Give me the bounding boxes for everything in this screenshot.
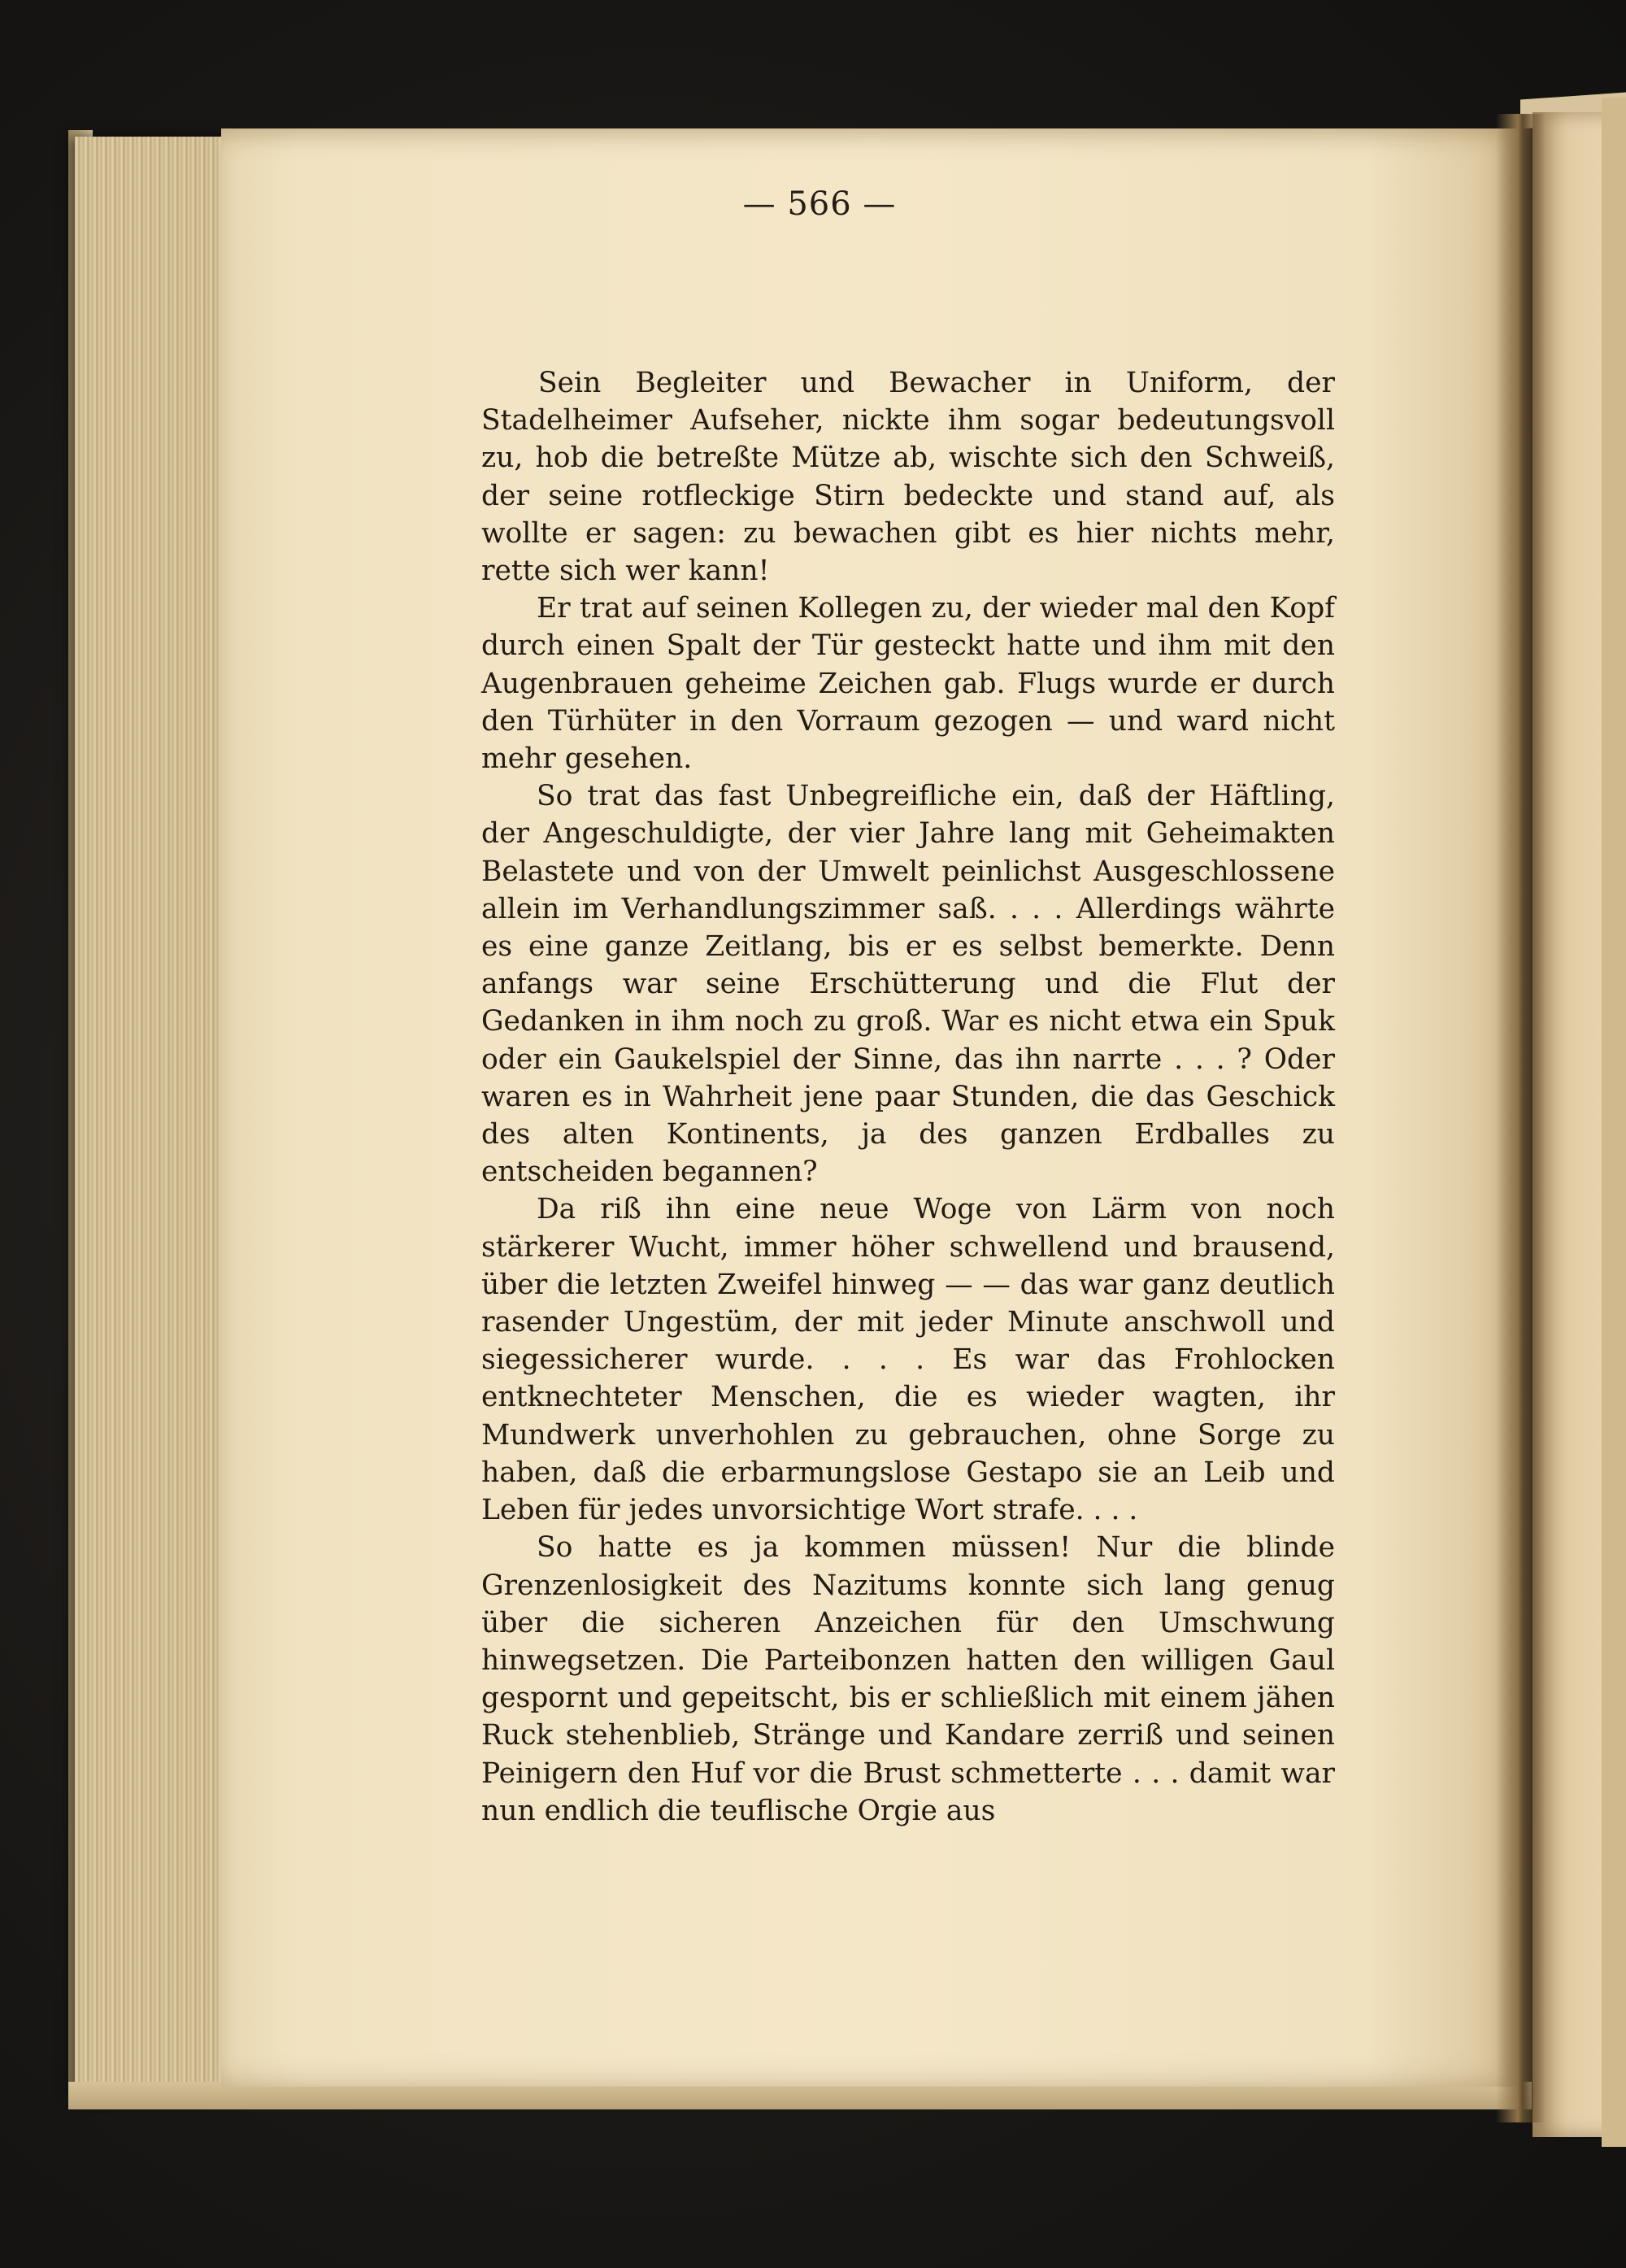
paragraph-3: So trat das fast Unbegreifliche ein, daß der Häftling, der Angeschuldigte, der vier Jahre lang mit Geheimakten Belastete und von der Umwelt peinlichst Ausgeschlossene allein im Verhandlungszimmer saß. . . . Allerdings währte es eine ganze Zeitlang, bis er es selbst bemerkte. Denn anfangs war seine Erschütterung und die Flut der Gedanken in ihm noch zu groß. War es nicht etwa ein Spuk oder ein Gaukelspiel der Sinne, das ihn narrte . . . ? Oder waren es in Wahrheit jene paar Stunden, die das Geschick des alten Kontinents, ja des ganzen Erdballes zu entscheiden begannen? bbox=[481, 780, 1335, 1189]
page-number bbox=[0, 185, 1626, 223]
paragraph-1: Sein Begleiter und Bewacher in Uniform, der Stadelheimer Aufseher, nickte ihm sogar bedeutungsvoll zu, hob die betreßte Mütze ab, wischte sich den Schweiß, der seine rotfleckige Stirn bedeckte und stand auf, als wollte er sagen: zu bewachen gibt es hier nichts mehr, rette sich wer kann! bbox=[481, 367, 1335, 588]
body-text bbox=[481, 364, 1335, 1830]
paragraph-4: Da riß ihn eine neue Woge von Lärm von noch stärkerer Wucht, immer höher schwellend und brausend, über die letzten Zweifel hinweg — — das war ganz deutlich rasender Ungestüm, der mit jeder Minute anschwoll und siegessicherer wurde. . . . Es war das Frohlocken entknechteter Menschen, die es wieder wagten, ihr Mundwerk unverhohlen zu gebrauchen, ohne Sorge zu haben, daß die erbarmungslose Gestapo sie an Leib und Leben für jedes unvorsichtige Wort strafe. . . . bbox=[481, 1193, 1335, 1527]
book-gutter bbox=[1496, 114, 1545, 2122]
page-number-text: — 566 — bbox=[742, 185, 897, 223]
paragraph-2: Er trat auf seinen Kollegen zu, der wieder mal den Kopf durch einen Spalt der Tür gesteckt hatte und ihm mit den Augenbrauen geheime Zeichen gab. Flugs wurde er durch den Türhüter in den Vorraum gezogen — und ward nicht mehr gesehen. bbox=[481, 592, 1335, 776]
book-page-edges bbox=[75, 137, 236, 2096]
paragraph-5: So hatte es ja kommen müssen! Nur die blinde Grenzenlosigkeit des Nazitums konnte sich lang genug über die sicheren Anzeichen für den Umschwung hinwegsetzen. Die Parteibonzen hatten den willigen Gaul gespornt und gepeitscht, bis er schließlich mit einem jähen Ruck stehenblieb, Stränge und Kandare zerriß und seinen Peinigern den Huf vor die Brust schmetterte . . . damit war nun endlich die teuflische Orgie aus bbox=[481, 1531, 1335, 1827]
facing-page-edge bbox=[1602, 98, 1626, 2147]
